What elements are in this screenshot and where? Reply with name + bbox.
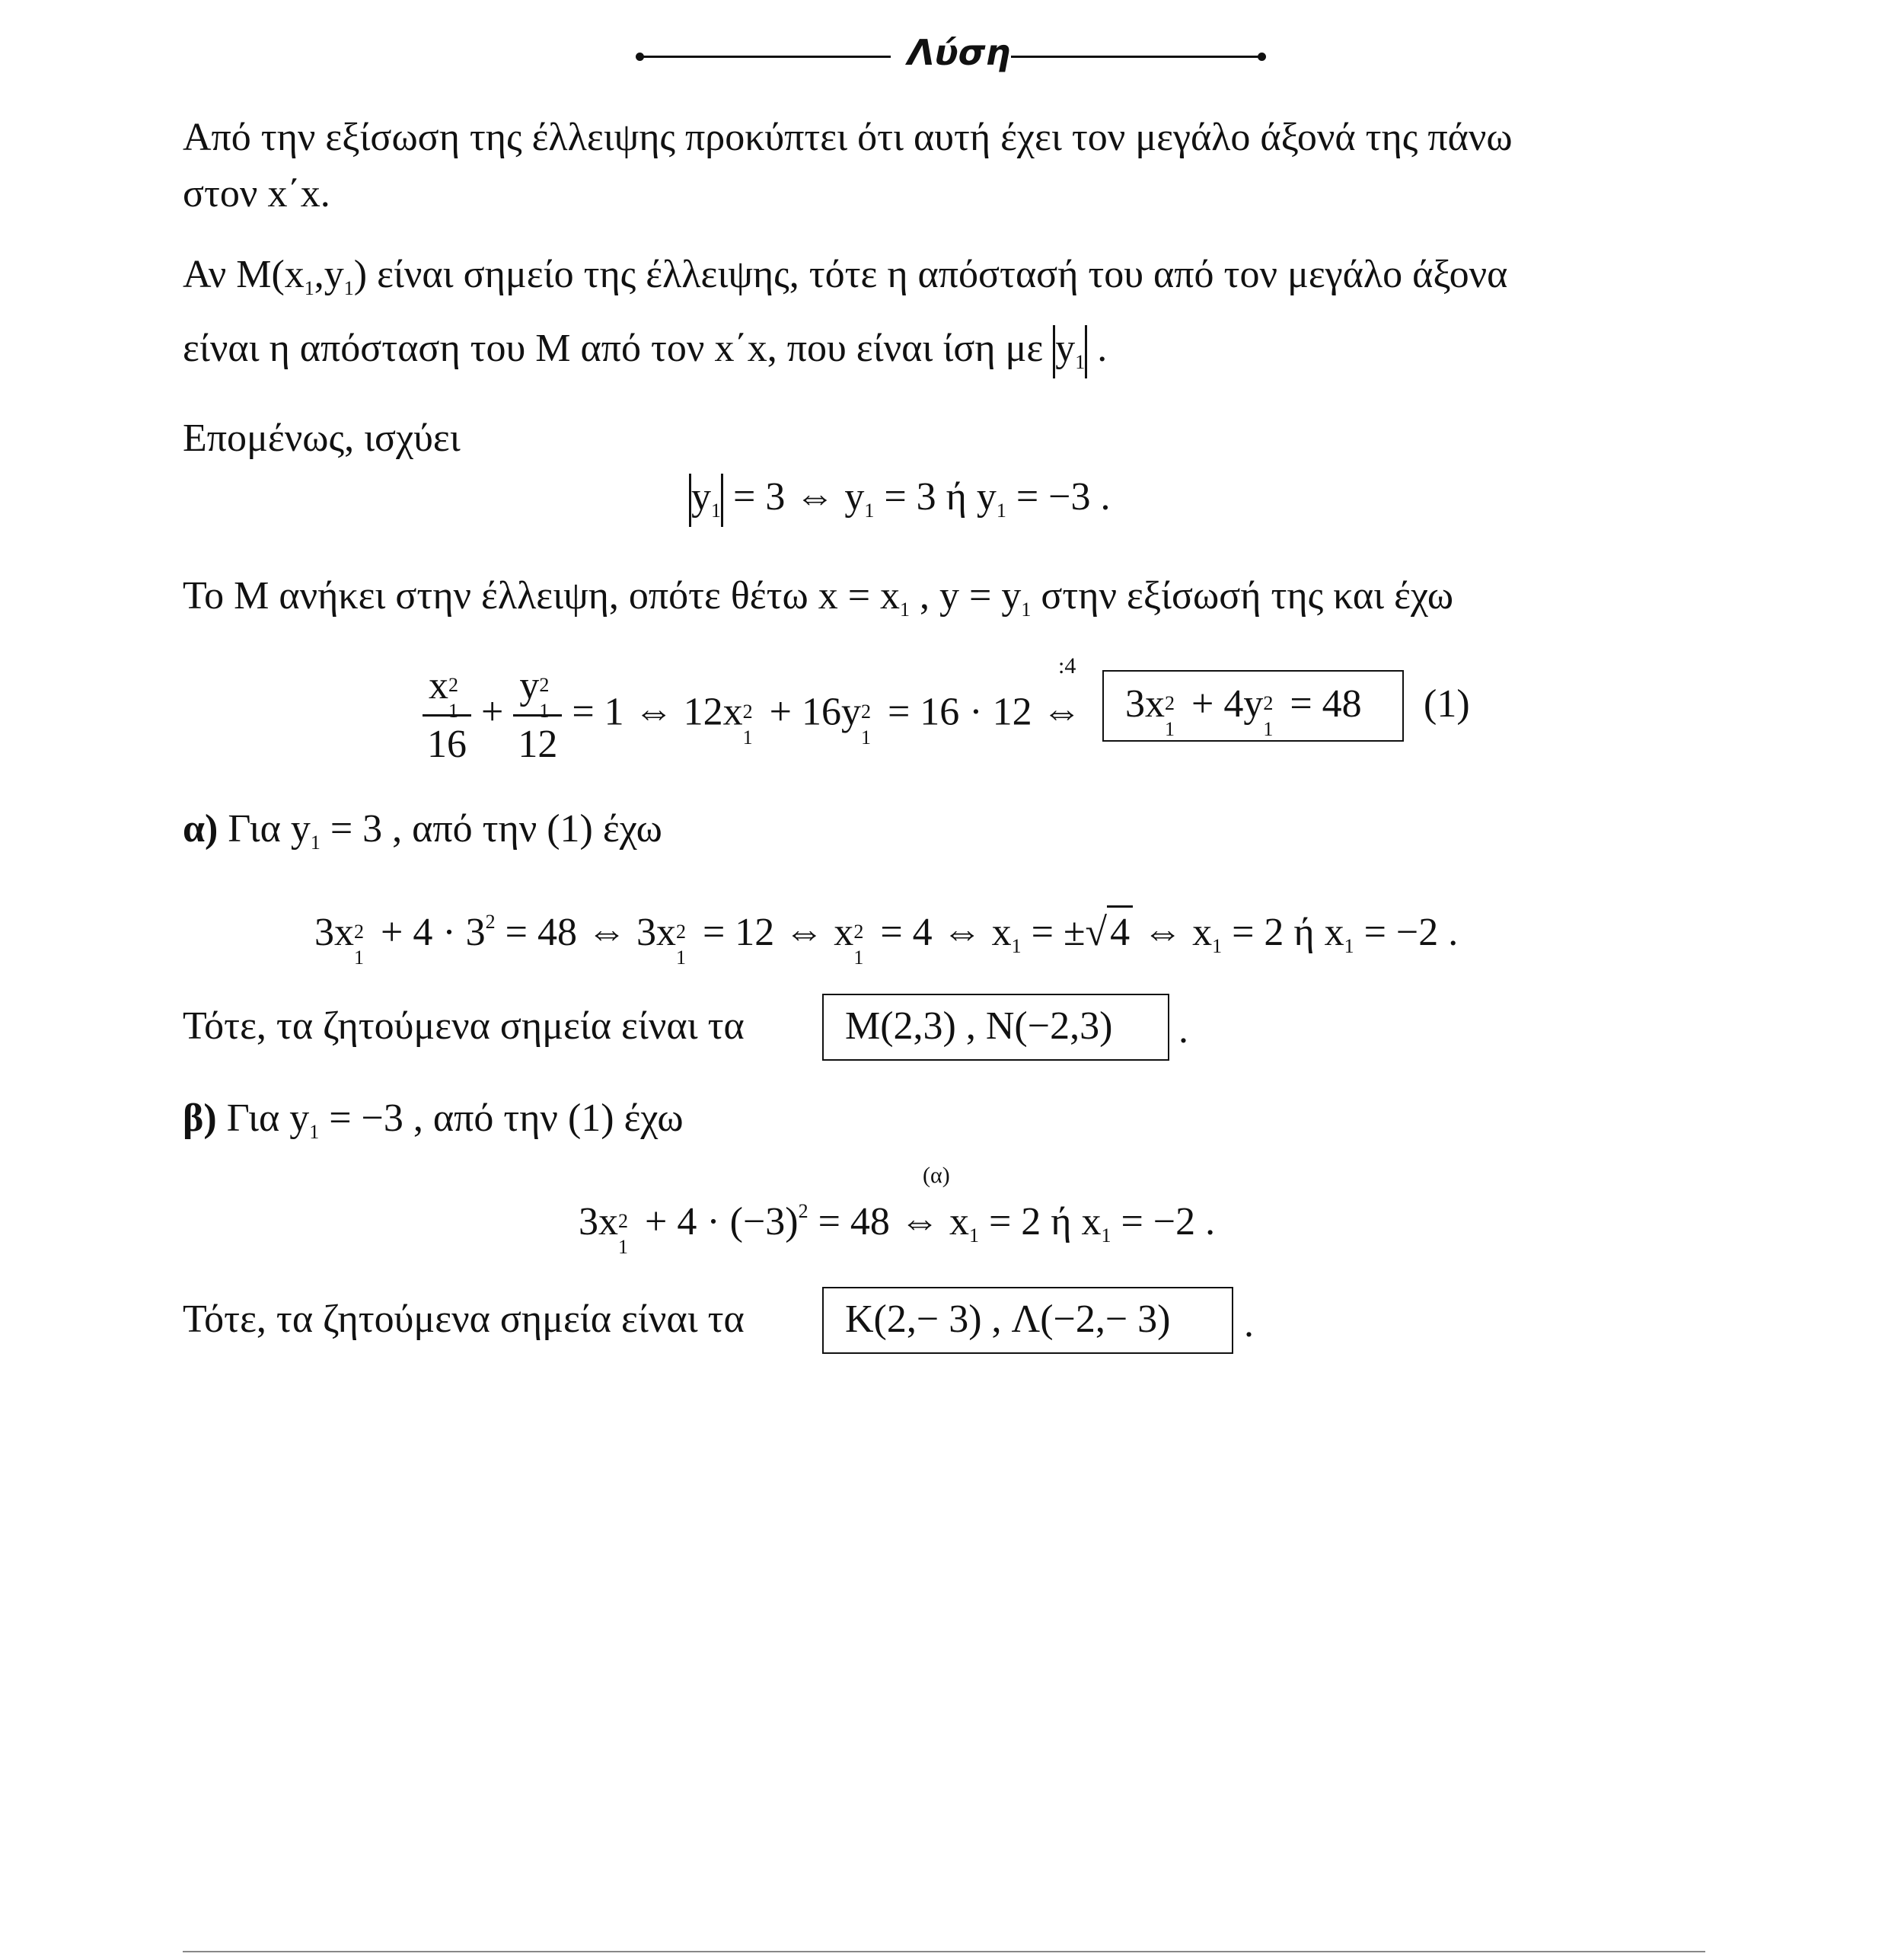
footer-rule [183,1951,1705,1952]
paragraph-1-line-2: στον x΄x. [183,172,330,215]
paragraph-1-line-1: Από την εξίσωση της έλλειψης προκύπτει ότι αυτή έχει τον μεγάλο άξονά της πάνω [183,116,1513,159]
beta-result-period: . [1244,1302,1254,1346]
page-title: Λύση [907,32,1011,73]
paragraph-4: Το M ανήκει στην έλλειψη, οπότε θέτω $x = x_1$ , $y = y_1$ στην εξίσωσή της και έχω [183,574,1454,621]
equation-beta: 3x 2 1 + $4 \cdot (-3)^2 = 48$ ⇔ $x_1 = 2$ ή $x_1 = -2$ . [579,1200,1216,1259]
part-alpha-intro: α) Για $y_1 = 3$ , από την (1) έχω [183,807,662,854]
fraction-y-over-12: y 2 1 12 [513,661,562,770]
alpha-result-points: M(2,3) , N(−2,3) [845,1004,1113,1048]
equation-abs: $y_1 = 3$ ⇔ $y_1 = 3$ ή $y_1 = -3$ . [689,472,1111,536]
alpha-result-text: Τότε, τα ζητούμενα σημεία είναι τα [183,1004,745,1048]
over-arrow-label: :4 [1058,653,1076,678]
alpha-result-period: . [1178,1008,1188,1052]
paragraph-3: Επομένως, ισχύει [183,417,461,460]
paragraph-2-line-1: Αν $M(x_1,y_1)$ είναι σημείο της έλλειψης, τότε η απόστασή του από τον μεγάλο άξονα [183,253,1508,299]
paragraph-2-line-2: είναι η απόσταση του M από τον x΄x, που είναι ίση με $y_1$ . [183,324,1107,388]
abs-bar-right [1085,325,1087,378]
boxed-equation-text: 3x 2 1 + 4y 2 1 = 48 [1125,682,1362,741]
header-right-dot [1258,53,1266,61]
beta-result-text: Τότε, τα ζητούμενα σημεία είναι τα [183,1298,745,1341]
fraction-x-over-16: x 2 1 16 [423,661,471,770]
header-right-rule [1011,56,1262,58]
beta-result-points: K(2,− 3) , Λ(−2,− 3) [845,1298,1171,1341]
over-arrow-alpha-ref: (α) [923,1163,950,1188]
equation-ellipse: x 2 1 16 + y 2 1 12 = 1 ⇔ 12x 2 1 + 16y 2 1 = 16 · 12 ⇔ [423,661,1082,770]
part-beta-intro: β) Για $y_1 = -3$ , από την (1) έχω [183,1097,684,1143]
equation-ref: (1) [1424,682,1470,726]
equation-alpha: 3x 2 1 + $4 \cdot 3^2 = 48$ ⇔ 3x 2 1 = 12 ⇔ x 2 1 = 4 ⇔ $x_1 = \pm√4$ ⇔ $x_1 = 2$ ή $x_1 = -2$ . [314,897,1458,972]
header-left-rule [639,56,891,58]
